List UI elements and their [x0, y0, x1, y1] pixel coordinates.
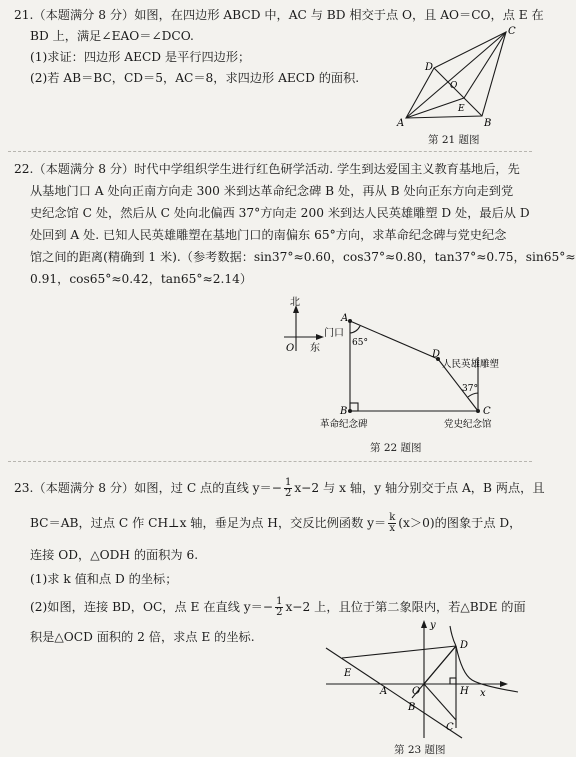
hyperbola-top — [450, 626, 456, 646]
q23-caption: 第 23 题图 — [394, 744, 446, 756]
label-d: D — [432, 349, 441, 360]
right-angle-h — [450, 678, 456, 684]
q23-line-1-start: 23.（本题满分 8 分）如图，过 C 点的直线 y＝− — [14, 481, 282, 495]
segment-oc — [424, 684, 456, 720]
label-b: B — [340, 406, 348, 417]
label-d: D — [460, 640, 469, 651]
point-c — [476, 409, 480, 413]
label-museum: 党史纪念馆 — [444, 419, 492, 430]
segment-ed — [342, 646, 456, 658]
label-a: A — [341, 313, 349, 324]
q23-part-2-line-2: 积是△OCD 面积的 2 倍，求点 E 的坐标. — [30, 630, 255, 644]
label-monument: 革命纪念碑 — [320, 419, 368, 430]
label-e: E — [344, 668, 352, 679]
label-statue: 人民英雄雕塑 — [442, 359, 500, 370]
y-arrow — [421, 620, 427, 628]
label-gate: 门口 — [324, 328, 344, 339]
q22-line-3: 史纪念馆 C 处，然后从 C 处向北偏西 37°方向走 200 米到达人民英雄雕塑 D 处，最后从 D — [30, 206, 530, 220]
label-angle-37: 37° — [462, 384, 478, 394]
q21-caption: 第 21 题图 — [428, 134, 480, 146]
diagonal-ac — [406, 32, 506, 118]
label-origin: O — [286, 343, 295, 354]
label-a: A — [380, 686, 388, 697]
q21-part-1: (1)求证：四边形 AECD 是平行四边形； — [30, 50, 251, 64]
q21-figure — [398, 22, 528, 130]
label-h: H — [460, 686, 469, 697]
angle-65-arc — [350, 326, 360, 333]
separator — [8, 151, 532, 152]
label-o: O — [412, 686, 421, 697]
q23-figure — [322, 618, 522, 742]
label-c: C — [446, 722, 454, 733]
label-b: B — [484, 118, 492, 129]
label-a: A — [397, 118, 405, 129]
q22-line-1: 22.（本题满分 8 分）时代中学组织学生进行红色研学活动. 学生到达爱国主义教育基地后，先 — [14, 162, 520, 176]
q21-line-2: BD 上，满足∠EAO＝∠DCO. — [30, 29, 194, 43]
label-b: B — [408, 702, 416, 713]
label-e: E — [458, 104, 465, 114]
q23-line-2 — [30, 513, 521, 534]
line-ace — [326, 648, 462, 738]
label-c: C — [508, 26, 516, 37]
q22-figure — [280, 293, 530, 433]
q23-line-1-end: x−2 与 x 轴，y 轴分别交于点 A，B 两点，且 — [294, 481, 545, 495]
segment-ae — [406, 98, 464, 118]
label-north: 北 — [290, 297, 300, 308]
q23-part-2 — [30, 597, 526, 618]
label-c: C — [483, 406, 491, 417]
q23-part-1: (1)求 k 值和点 D 的坐标； — [30, 572, 178, 586]
separator — [8, 461, 532, 462]
q21-part-2: (2)若 AB＝BC，CD＝5，AC＝8，求四边形 AECD 的面积. — [30, 71, 360, 85]
q23-line-2-start: BC＝AB，过点 C 作 CH⊥x 轴，垂足为点 H，交反比例函数 y＝ — [30, 516, 387, 530]
fraction-k-over-x: $\frac{k}{x}$ — [389, 512, 396, 534]
q23-part-2-start: (2)如图，连接 BD，OC，点 E 在直线 y＝− — [30, 600, 274, 614]
q22-line-5: 馆之间的距离(精确到 1 米).（参考数据：sin37°≈0.60，cos37°≈0.80，tan37°≈0.75，sin65°≈ — [30, 250, 576, 264]
q22-line-2: 从基地门口 A 处向正南方向走 300 米到达革命纪念碑 B 处，再从 B 处向正东方向走到党 — [30, 184, 514, 198]
q23-line-3: 连接 OD，△ODH 的面积为 6. — [30, 548, 199, 562]
q23-line-1 — [14, 478, 545, 499]
label-east: 东 — [310, 343, 320, 354]
label-o: O — [450, 81, 458, 91]
east-arrow — [316, 334, 324, 340]
label-y: y — [430, 620, 436, 631]
label-d: D — [425, 62, 434, 73]
label-x: x — [480, 688, 486, 699]
fraction-one-half: $\frac{1}{2}$ — [276, 596, 283, 618]
q21-line-1: 21.（本题满分 8 分）如图，在四边形 ABCD 中，AC 与 BD 相交于点 O，且 AO＝CO，点 E 在 — [14, 8, 544, 22]
q22-line-4: 处回到 A 处. 已知人民英雄雕塑在基地门口的南偏东 65°方向，求革命纪念碑与党史纪念 — [30, 228, 507, 242]
fraction-one-half: $\frac{1}{2}$ — [284, 477, 292, 499]
q23-part-2-end: x−2 上，且位于第二象限内，若△BDE 的面 — [285, 600, 526, 614]
x-arrow — [500, 681, 508, 687]
q22-caption: 第 22 题图 — [370, 442, 422, 454]
q23-line-2-end: (x＞0)的图象于点 D， — [398, 516, 522, 530]
q22-line-6: 0.91，cos65°≈0.42，tan65°≈2.14） — [30, 272, 253, 286]
point-a — [348, 319, 352, 323]
label-angle-65: 65° — [352, 338, 368, 348]
point-b — [348, 409, 352, 413]
